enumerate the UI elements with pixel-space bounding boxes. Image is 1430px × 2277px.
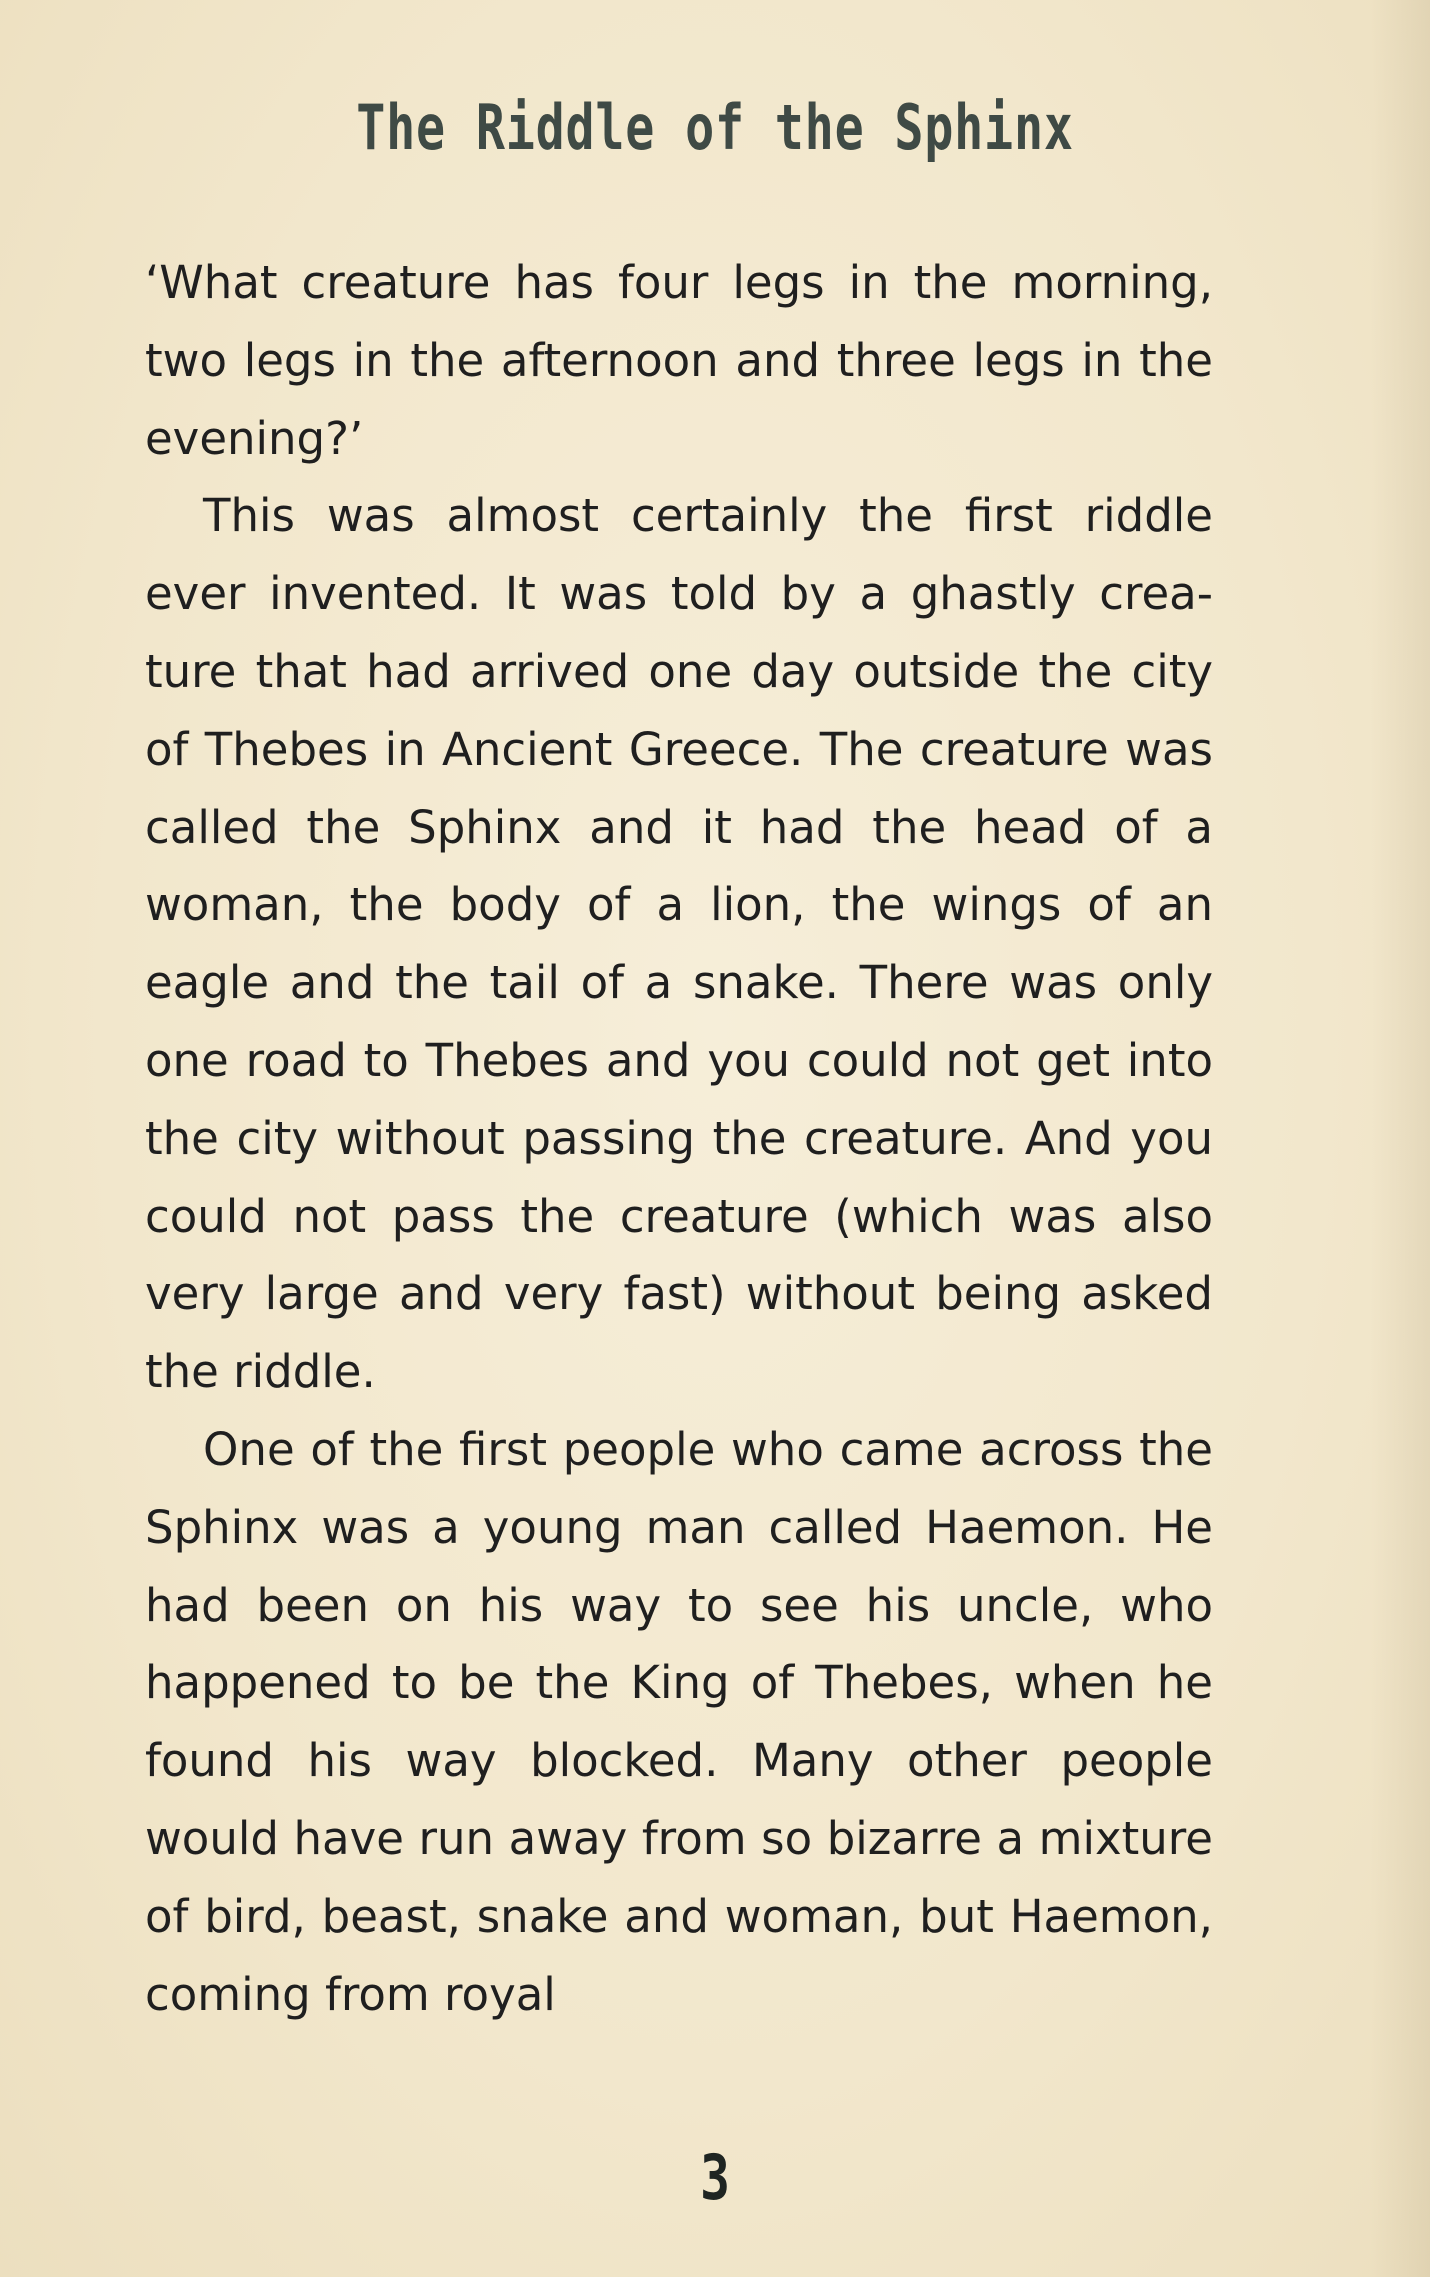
running-head: The Riddle of the Sphinx bbox=[356, 91, 1074, 164]
page-number: 3 bbox=[700, 2141, 730, 2214]
paragraph-riddle: ‘What creature has four legs in the morning, two legs in the afternoon and three legs in the evening?’ bbox=[145, 256, 1213, 465]
body-text bbox=[145, 244, 1213, 2033]
paragraph-sphinx-description: This was almost certainly the first riddle ever invented. It was told by a ghastly creature that had arrived one day outside the city of Thebes in Ancient Greece. The creature was called the Sphinx and it had the head of a woman, the body of a lion, the wings of an eagle and the tail of a snake. There was only one road to Thebes and you could not get into the city without passing the creature. And you could not pass the creature (which was also very large and very fast) without being asked the riddle. bbox=[145, 489, 1213, 1399]
page-edge-shadow bbox=[1370, 0, 1430, 2277]
paragraph-haemon: One of the first people who came across the Sphinx was a young man called Haemon. He had been on his way to see his uncle, who happened to be the King of Thebes, when he found his way blocked. Many other people would have run away from so bizarre a mixture of bird, beast, snake and woman, but Haemon, coming from royal bbox=[145, 1422, 1213, 2021]
